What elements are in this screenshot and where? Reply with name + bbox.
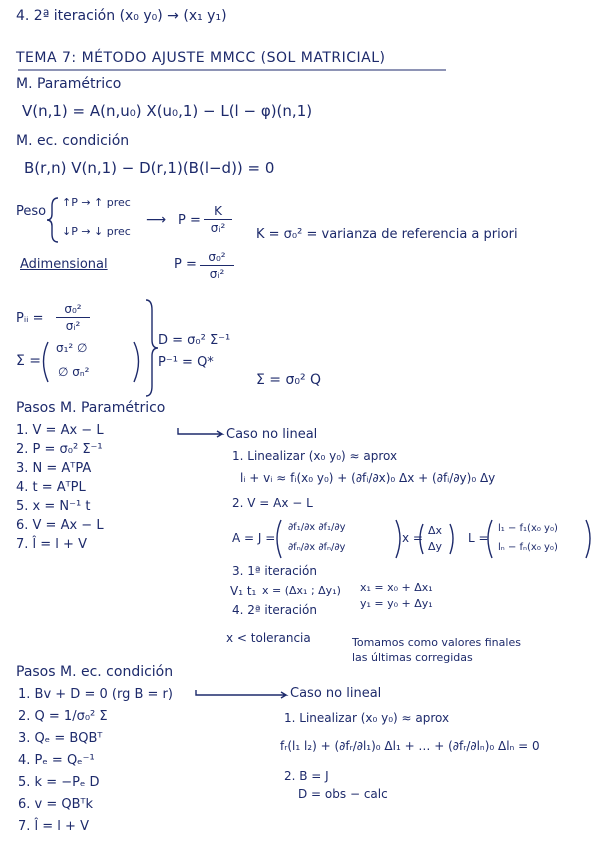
pasos-cond-heading: Pasos M. ec. condición [16, 664, 174, 680]
param-step-7: 7. l̂ = l + V [16, 537, 87, 552]
peso-down: ↓P → ↓ prec [62, 225, 131, 238]
cond-s1: 1. Linealizar (x₀ y₀) ≈ aprox [284, 711, 450, 725]
param-equation: V(n,1) = A(n,u₀) X(u₀,1) − L(l − φ)(n,1) [22, 102, 313, 120]
param-hook-arrow [178, 428, 222, 437]
pasos-param-heading: Pasos M. Paramétrico [16, 400, 166, 416]
x-paren-right [450, 524, 453, 554]
pii-lhs: Pᵢᵢ = [16, 311, 44, 326]
k-definition: K = σ₀² = varianza de referencia a priori [256, 227, 518, 242]
x-row-1: Δx [428, 524, 443, 537]
sigma-lhs: Σ = [16, 353, 42, 369]
peso-brace [47, 198, 58, 242]
adimensional-label: Adimensional [20, 257, 108, 272]
cond-step-4: 4. Pₑ = Qₑ⁻¹ [18, 753, 95, 768]
param-s4: 4. 2ª iteración [232, 603, 317, 617]
cond-heading: M. ec. condición [16, 133, 130, 149]
p-inverse: P⁻¹ = Q* [158, 355, 214, 370]
a-eq-label: A = J = [232, 531, 276, 545]
sigma-row-2: ∅ σₙ² [58, 365, 90, 379]
p-fraction [204, 204, 232, 235]
p-denominator: σᵢ² [210, 221, 226, 235]
peso-arrow: ⟶ [146, 212, 167, 228]
cond-s2: 2. B = J [284, 769, 329, 783]
cond-step-7: 7. l̂ = l + V [18, 819, 89, 834]
cond-s2b: D = obs − calc [298, 787, 388, 801]
jacobian-row-2: ∂fₙ/∂x ∂fₙ/∂y [288, 542, 346, 553]
cond-step-3: 3. Qₑ = BQBᵀ [18, 731, 103, 746]
param-tolerance: x < tolerancia [226, 631, 311, 645]
peso-label: Peso [16, 204, 47, 219]
param-heading: M. Paramétrico [16, 76, 122, 92]
param-final-1: Tomamos como valores finales [352, 636, 521, 649]
param-s3-x: x = (Δx₁ ; Δy₁) [262, 584, 341, 597]
j-paren-left [277, 520, 281, 558]
param-s1: 1. Linealizar (x₀ y₀) ≈ aprox [232, 449, 398, 463]
l-row-1: l₁ − f₁(x₀ y₀) [498, 523, 558, 534]
param-step-2: 2. P = σ₀² Σ⁻¹ [16, 442, 103, 457]
param-final-2: las últimas corregidas [352, 651, 473, 664]
cond-step-5: 5. k = −Pₑ D [18, 775, 100, 790]
p2-numerator: σ₀² [208, 250, 226, 264]
p-numerator: K [214, 204, 222, 218]
p-lhs: P = [178, 213, 201, 228]
l-paren-right [586, 520, 590, 558]
pii-fraction [56, 302, 90, 333]
x-row-2: Δy [428, 540, 443, 553]
cond-step-1: 1. Bv + D = 0 (rg B = r) [18, 687, 173, 702]
cond-hook-arrow [196, 690, 286, 698]
sigma-row-1: σ₁² ∅ [56, 341, 88, 355]
param-step-4: 4. t = AᵀPL [16, 480, 86, 495]
param-s3-x1: x₁ = x₀ + Δx₁ [360, 581, 433, 594]
pii-denominator: σᵢ² [65, 319, 81, 333]
page-title: TEMA 7: MÉTODO AJUSTE MMCC (SOL MATRICIAL) [16, 50, 386, 66]
param-s1-eq: lᵢ + vᵢ ≈ fᵢ(x₀ y₀) + (∂fᵢ/∂x)₀ Δx + (∂fᵢ/∂y)₀ Δy [240, 471, 496, 485]
p2-denominator: σᵢ² [209, 267, 225, 281]
jacobian-row-1: ∂f₁/∂x ∂f₁/∂y [288, 522, 346, 533]
param-s3: 3. 1ª iteración [232, 564, 317, 578]
l-row-2: lₙ − fₙ(x₀ y₀) [498, 542, 558, 553]
l-lhs: L = [468, 531, 489, 545]
sigma-paren-left [44, 342, 49, 382]
iteration-line: 4. 2ª iteración (x₀ y₀) → (x₁ y₁) [16, 8, 227, 24]
param-step-5: 5. x = N⁻¹ t [16, 499, 91, 514]
x-lhs: x = [402, 531, 423, 545]
p2-lhs: P = [174, 257, 197, 272]
param-step-1: 1. V = Ax − L [16, 423, 104, 438]
l-paren-left [488, 520, 492, 558]
p2-fraction [200, 250, 234, 281]
param-s3-vt: V₁ t₁ [230, 584, 257, 598]
sigma-paren-right [134, 342, 139, 382]
d-equation: D = σ₀² Σ⁻¹ [158, 333, 231, 348]
param-nolineal: Caso no lineal [226, 427, 318, 442]
param-s3-y1: y₁ = y₀ + Δy₁ [360, 597, 433, 610]
cond-nolineal: Caso no lineal [290, 686, 382, 701]
sigma-q: Σ = σ₀² Q [256, 372, 322, 388]
cond-step-2: 2. Q = 1/σ₀² Σ [18, 709, 108, 724]
matrix-brace [146, 300, 158, 396]
param-s2: 2. V = Ax − L [232, 496, 313, 510]
param-step-3: 3. N = AᵀPA [16, 461, 92, 476]
peso-up: ↑P → ↑ prec [62, 196, 131, 209]
cond-s1-eq: fᵣ(l₁ l₂) + (∂fᵣ/∂l₁)₀ Δl₁ + … + (∂fᵣ/∂lₙ)₀ Δlₙ = 0 [280, 739, 540, 753]
pii-numerator: σ₀² [64, 302, 82, 316]
cond-equation: B(r,n) V(n,1) − D(r,1)(B(l−d)) = 0 [24, 159, 275, 177]
param-step-6: 6. V = Ax − L [16, 518, 104, 533]
j-paren-right [396, 520, 400, 558]
cond-step-6: 6. v = QBᵀk [18, 797, 94, 812]
